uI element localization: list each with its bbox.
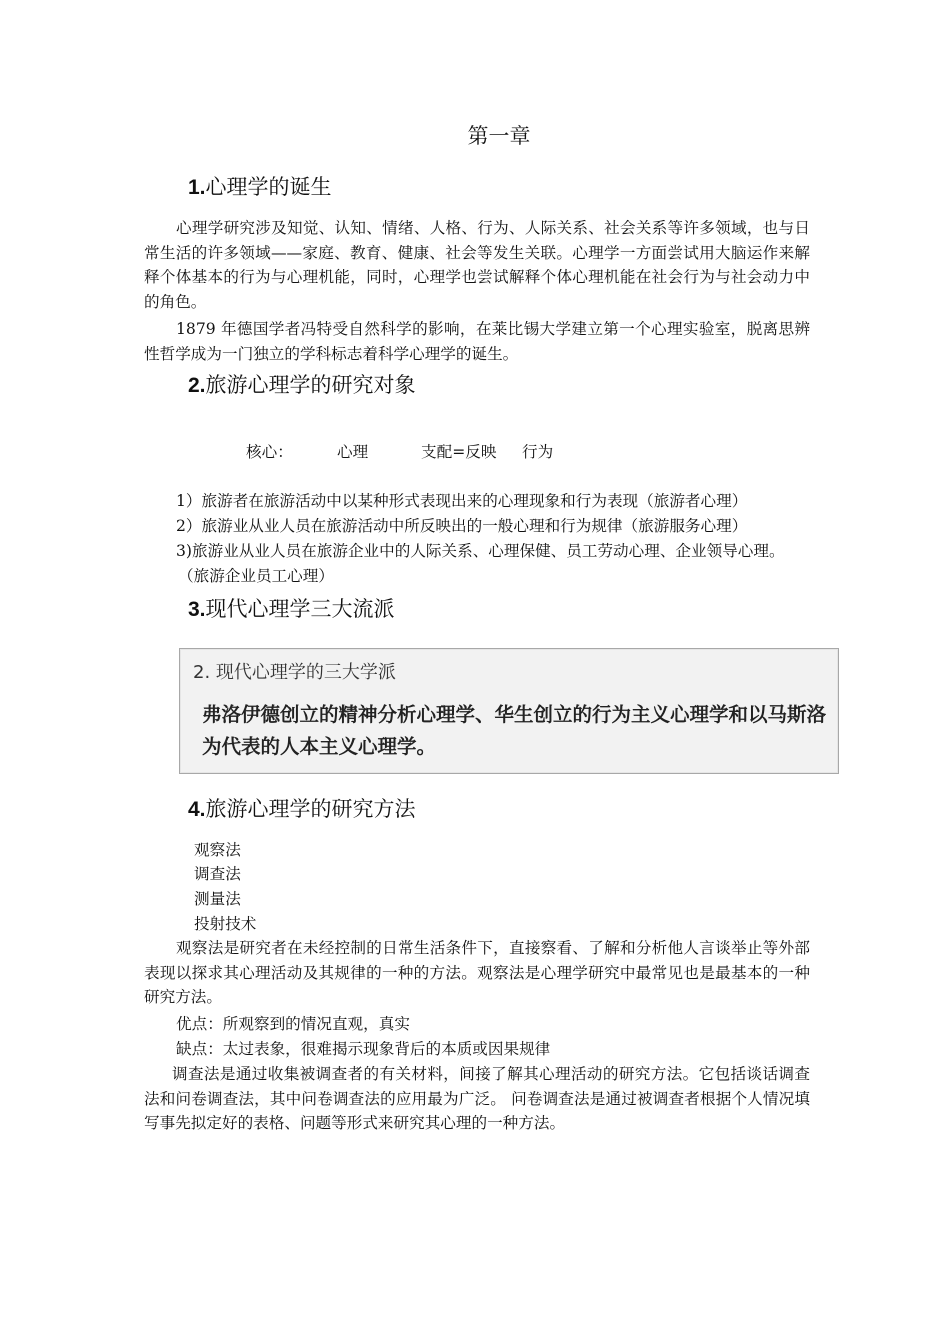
method-item: 投射技术 [194, 915, 257, 933]
section-number: 1. [188, 176, 206, 199]
core-relation: 支配=反映 [421, 443, 497, 461]
core-label: 核心： [246, 443, 293, 461]
method-item: 调查法 [194, 865, 241, 883]
paragraph-psychology-fields: 心理学研究涉及知觉、认知、情绪、人格、行为、人际关系、社会关系等许多领域，也与日常生活的许多领域——家庭、教育、健康、社会等发生关联。心理学一方面尝试用大脑运作来解释个体基本的行为与心理机能，同时，心理学也尝试解释个体心理机能在社会行为与社会动力中的角色。 [144, 219, 810, 311]
core-behavior: 行为 [522, 443, 554, 461]
figure-body: 弗洛伊德创立的精神分析心理学、华生创立的行为主义心理学和以马斯洛为代表的人本主义心理学。 [202, 703, 827, 758]
section-title: 心理学的诞生 [205, 175, 332, 199]
section-number: 3. [188, 598, 206, 621]
section-3-heading [188, 594, 395, 625]
figure-title: 2. 现代心理学的三大学派 [193, 662, 396, 683]
section-2-heading [188, 370, 416, 401]
research-object-item-3-note: （旅游企业员工心理） [178, 567, 334, 585]
chapter-title: 第一章 [467, 124, 531, 148]
method-item: 观察法 [194, 841, 241, 859]
research-object-item-2: 2）旅游业从业人员在旅游活动中所反映出的一般心理和行为规律（旅游服务心理） [176, 517, 748, 535]
paragraph-wundt-1879: 1879 年德国学者冯特受自然科学的影响，在莱比锡大学建立第一个心理实验室，脱离思辨性哲学成为一门独立的学科标志着科学心理学的诞生。 [144, 320, 810, 363]
paragraph-survey-method: 调查法是通过收集被调查者的有关材料，间接了解其心理活动的研究方法。它包括谈话调查法和问卷调查法，其中问卷调查法的应用最为广泛。 问卷调查法是通过被调查者根据个人情况填写事先拟定好的表格、问题等形式来研究其心理的一种方法。 [144, 1065, 810, 1132]
method-item: 测量法 [194, 890, 241, 908]
section-title: 现代心理学三大流派 [205, 597, 395, 621]
research-object-item-1: 1）旅游者在旅游活动中以某种形式表现出来的心理现象和行为表现（旅游者心理） [176, 492, 748, 510]
section-number: 2. [188, 374, 206, 397]
research-object-item-3: 3)旅游业从业人员在旅游企业中的人际关系、心理保健、员工劳动心理、企业领导心理。 [176, 542, 785, 560]
paragraph-observation-method: 观察法是研究者在未经控制的日常生活条件下，直接察看、了解和分析他人言谈举止等外部表现以探求其心理活动及其规律的一种的方法。观察法是心理学研究中最常见也是最基本的一种研究方法。 [144, 939, 810, 1006]
observation-pros: 优点：所观察到的情况直观，真实 [176, 1015, 410, 1033]
observation-cons: 缺点：太过表象，很难揭示现象背后的本质或因果规律 [176, 1040, 551, 1058]
schools-figure-image [179, 648, 839, 774]
section-title: 旅游心理学的研究对象 [205, 373, 416, 397]
section-number: 4. [188, 798, 206, 821]
section-1-heading [188, 172, 332, 203]
section-4-heading [188, 794, 416, 825]
core-psychology: 心理 [337, 443, 369, 461]
section-title: 旅游心理学的研究方法 [205, 797, 416, 821]
